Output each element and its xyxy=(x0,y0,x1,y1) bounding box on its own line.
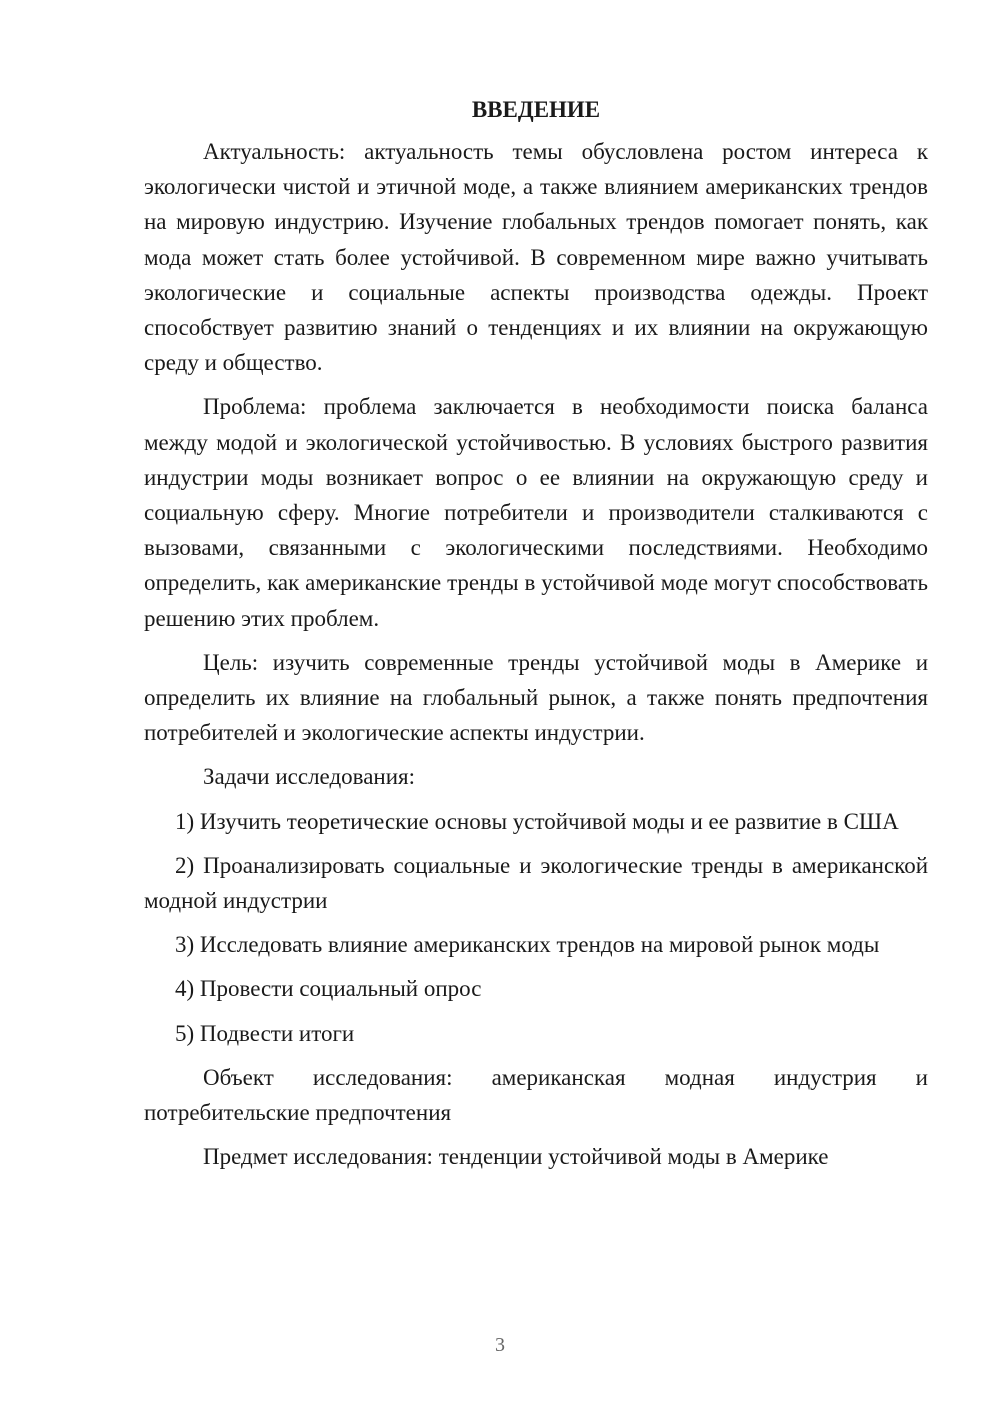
paragraph-subject: Предмет исследования: тенденции устойчивой моды в Америке xyxy=(203,1144,829,1170)
document-title: ВВЕДЕНИЕ xyxy=(471,97,601,122)
task-item-1: 1) Изучить теоретические основы устойчивой моды и ее развитие в США xyxy=(175,808,899,834)
document-page xyxy=(144,92,928,1183)
paragraph-goal: Цель: изучить современные тренды устойчивой моды в Америке и определить их влияние на глобальный рынок, а также понять предпочтения потребителей и экологические аспекты индустрии. xyxy=(144,649,928,746)
task-item-5: 5) Подвести итоги xyxy=(175,1020,355,1046)
task-item-3: 3) Исследовать влияние американских трендов на мировой рынок моды xyxy=(175,932,880,958)
page-number: 3 xyxy=(495,1334,505,1356)
task-item-2: 2) Проанализировать социальные и экологические тренды в американской модной индустрии xyxy=(144,852,928,914)
paragraph-relevance: Актуальность: актуальность темы обусловлена ростом интереса к экологически чистой и этичной моде, а также влиянием американских трендов на мировую индустрию. Изучение глобальных трендов помогает понять, как мода может стать более устойчивой. В современном мире важно учитывать экологические и социальные аспекты производства одежды. Проект способствует развитию знаний о тенденциях и их влиянии на окружающую среду и общество. xyxy=(144,139,928,376)
task-item-4: 4) Провести социальный опрос xyxy=(175,976,482,1002)
paragraph-problem: Проблема: проблема заключается в необходимости поиска баланса между модой и экологической устойчивостью. В условиях быстрого развития индустрии моды возникает вопрос о ее влиянии на окружающую среду и социальную сферу. Многие потребители и производители сталкиваются с вызовами, связанными с экологическими последствиями. Необходимо определить, как американские тренды в устойчивой моде могут способствовать решению этих проблем. xyxy=(144,394,928,631)
tasks-heading: Задачи исследования: xyxy=(203,764,416,790)
paragraph-object: Объект исследования: американская модная индустрия и потребительские предпочтения xyxy=(144,1064,928,1126)
